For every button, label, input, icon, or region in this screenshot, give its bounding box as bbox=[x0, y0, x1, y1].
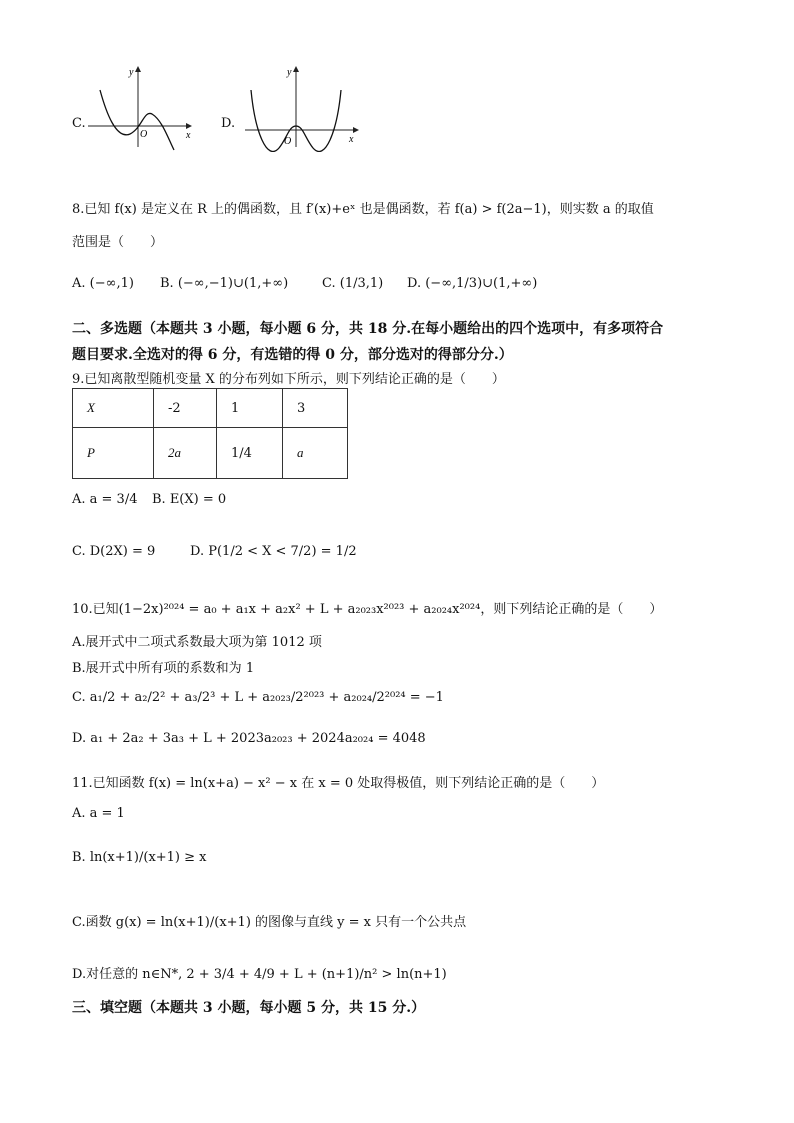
graph-c bbox=[86, 62, 196, 152]
graph-c-origin: O bbox=[140, 129, 148, 140]
section2-heading-line1: 二、多选题（本题共 3 小题，每小题 6 分，共 18 分.在每小题给出的四个选项中，有多项符合 bbox=[72, 321, 664, 337]
q8-option-c: C. (1/3,1) bbox=[322, 276, 384, 291]
graph-d bbox=[243, 62, 363, 152]
q9-option-b: B. E(X) = 0 bbox=[152, 492, 227, 507]
q8-option-b: B. (−∞,−1)∪(1,+∞) bbox=[160, 276, 289, 291]
table-cell: 1/4 bbox=[217, 428, 283, 479]
q10-stem: 10.已知(1−2x)²⁰²⁴ = a₀ + a₁x + a₂x² + L + a₂₀₂₃x²⁰²³ + a₂₀₂₄x²⁰²⁴，则下列结论正确的是（ ） bbox=[72, 602, 663, 617]
graph-c-x-label: x bbox=[186, 130, 191, 141]
q10-option-a: A.展开式中二项式系数最大项为第 1012 项 bbox=[72, 635, 322, 650]
graph-c-y-label: y bbox=[129, 67, 134, 78]
graph-d-y-label: y bbox=[287, 67, 292, 78]
table-cell: a bbox=[283, 428, 348, 479]
q11-option-b: B. ln(x+1)/(x+1) ≥ x bbox=[72, 850, 207, 865]
table-row bbox=[73, 389, 348, 428]
graph-d-origin: O bbox=[284, 136, 292, 147]
section2-heading-line2: 题目要求.全选对的得 6 分，有选错的得 0 分，部分选对的得部分分.） bbox=[72, 347, 513, 363]
graph-c-label: C. bbox=[72, 116, 86, 131]
q10-option-d: D. a₁ + 2a₂ + 3a₃ + L + 2023a₂₀₂₃ + 2024a₂₀₂₄ = 4048 bbox=[72, 731, 426, 746]
q9-option-d: D. P(1/2 < X < 7/2) = 1/2 bbox=[190, 544, 357, 559]
table-cell: 2a bbox=[154, 428, 217, 479]
graph-d-x-label: x bbox=[349, 134, 354, 145]
q8-stem-line1: 8.已知 f(x) 是定义在 R 上的偶函数，且 f′(x)+eˣ 也是偶函数，若 f(a) > f(2a−1)，则实数 a 的取值 bbox=[72, 202, 654, 217]
q9-distribution-table bbox=[72, 388, 348, 479]
q10-option-b: B.展开式中所有项的系数和为 1 bbox=[72, 661, 255, 676]
q8-option-d: D. (−∞,1/3)∪(1,+∞) bbox=[407, 276, 538, 291]
table-cell: 3 bbox=[283, 389, 348, 428]
q8-option-a: A. (−∞,1) bbox=[72, 276, 134, 291]
section3-heading: 三、填空题（本题共 3 小题，每小题 5 分，共 15 分.） bbox=[72, 1000, 426, 1016]
q11-option-c: C.函数 g(x) = ln(x+1)/(x+1) 的图像与直线 y = x 只有一个公共点 bbox=[72, 915, 467, 930]
table-cell: -2 bbox=[154, 389, 217, 428]
table-cell: X bbox=[73, 389, 154, 428]
table-cell: 1 bbox=[217, 389, 283, 428]
table-row bbox=[73, 428, 348, 479]
q9-option-c: C. D(2X) = 9 bbox=[72, 544, 156, 559]
q8-stem-line2: 范围是（ ） bbox=[72, 235, 164, 250]
q10-option-c: C. a₁/2 + a₂/2² + a₃/2³ + L + a₂₀₂₃/2²⁰²³ + a₂₀₂₄/2²⁰²⁴ = −1 bbox=[72, 690, 444, 705]
q9-stem: 9.已知离散型随机变量 X 的分布列如下所示，则下列结论正确的是（ ） bbox=[72, 372, 505, 387]
q9-option-a: A. a = 3/4 bbox=[72, 492, 138, 507]
q11-option-d: D.对任意的 n∈N*, 2 + 3/4 + 4/9 + L + (n+1)/n² > ln(n+1) bbox=[72, 967, 447, 982]
q11-stem: 11.已知函数 f(x) = ln(x+a) − x² − x 在 x = 0 处取得极值，则下列结论正确的是（ ） bbox=[72, 776, 605, 791]
graph-d-label: D. bbox=[221, 116, 236, 131]
q11-option-a: A. a = 1 bbox=[72, 806, 125, 821]
table-cell: P bbox=[73, 428, 154, 479]
